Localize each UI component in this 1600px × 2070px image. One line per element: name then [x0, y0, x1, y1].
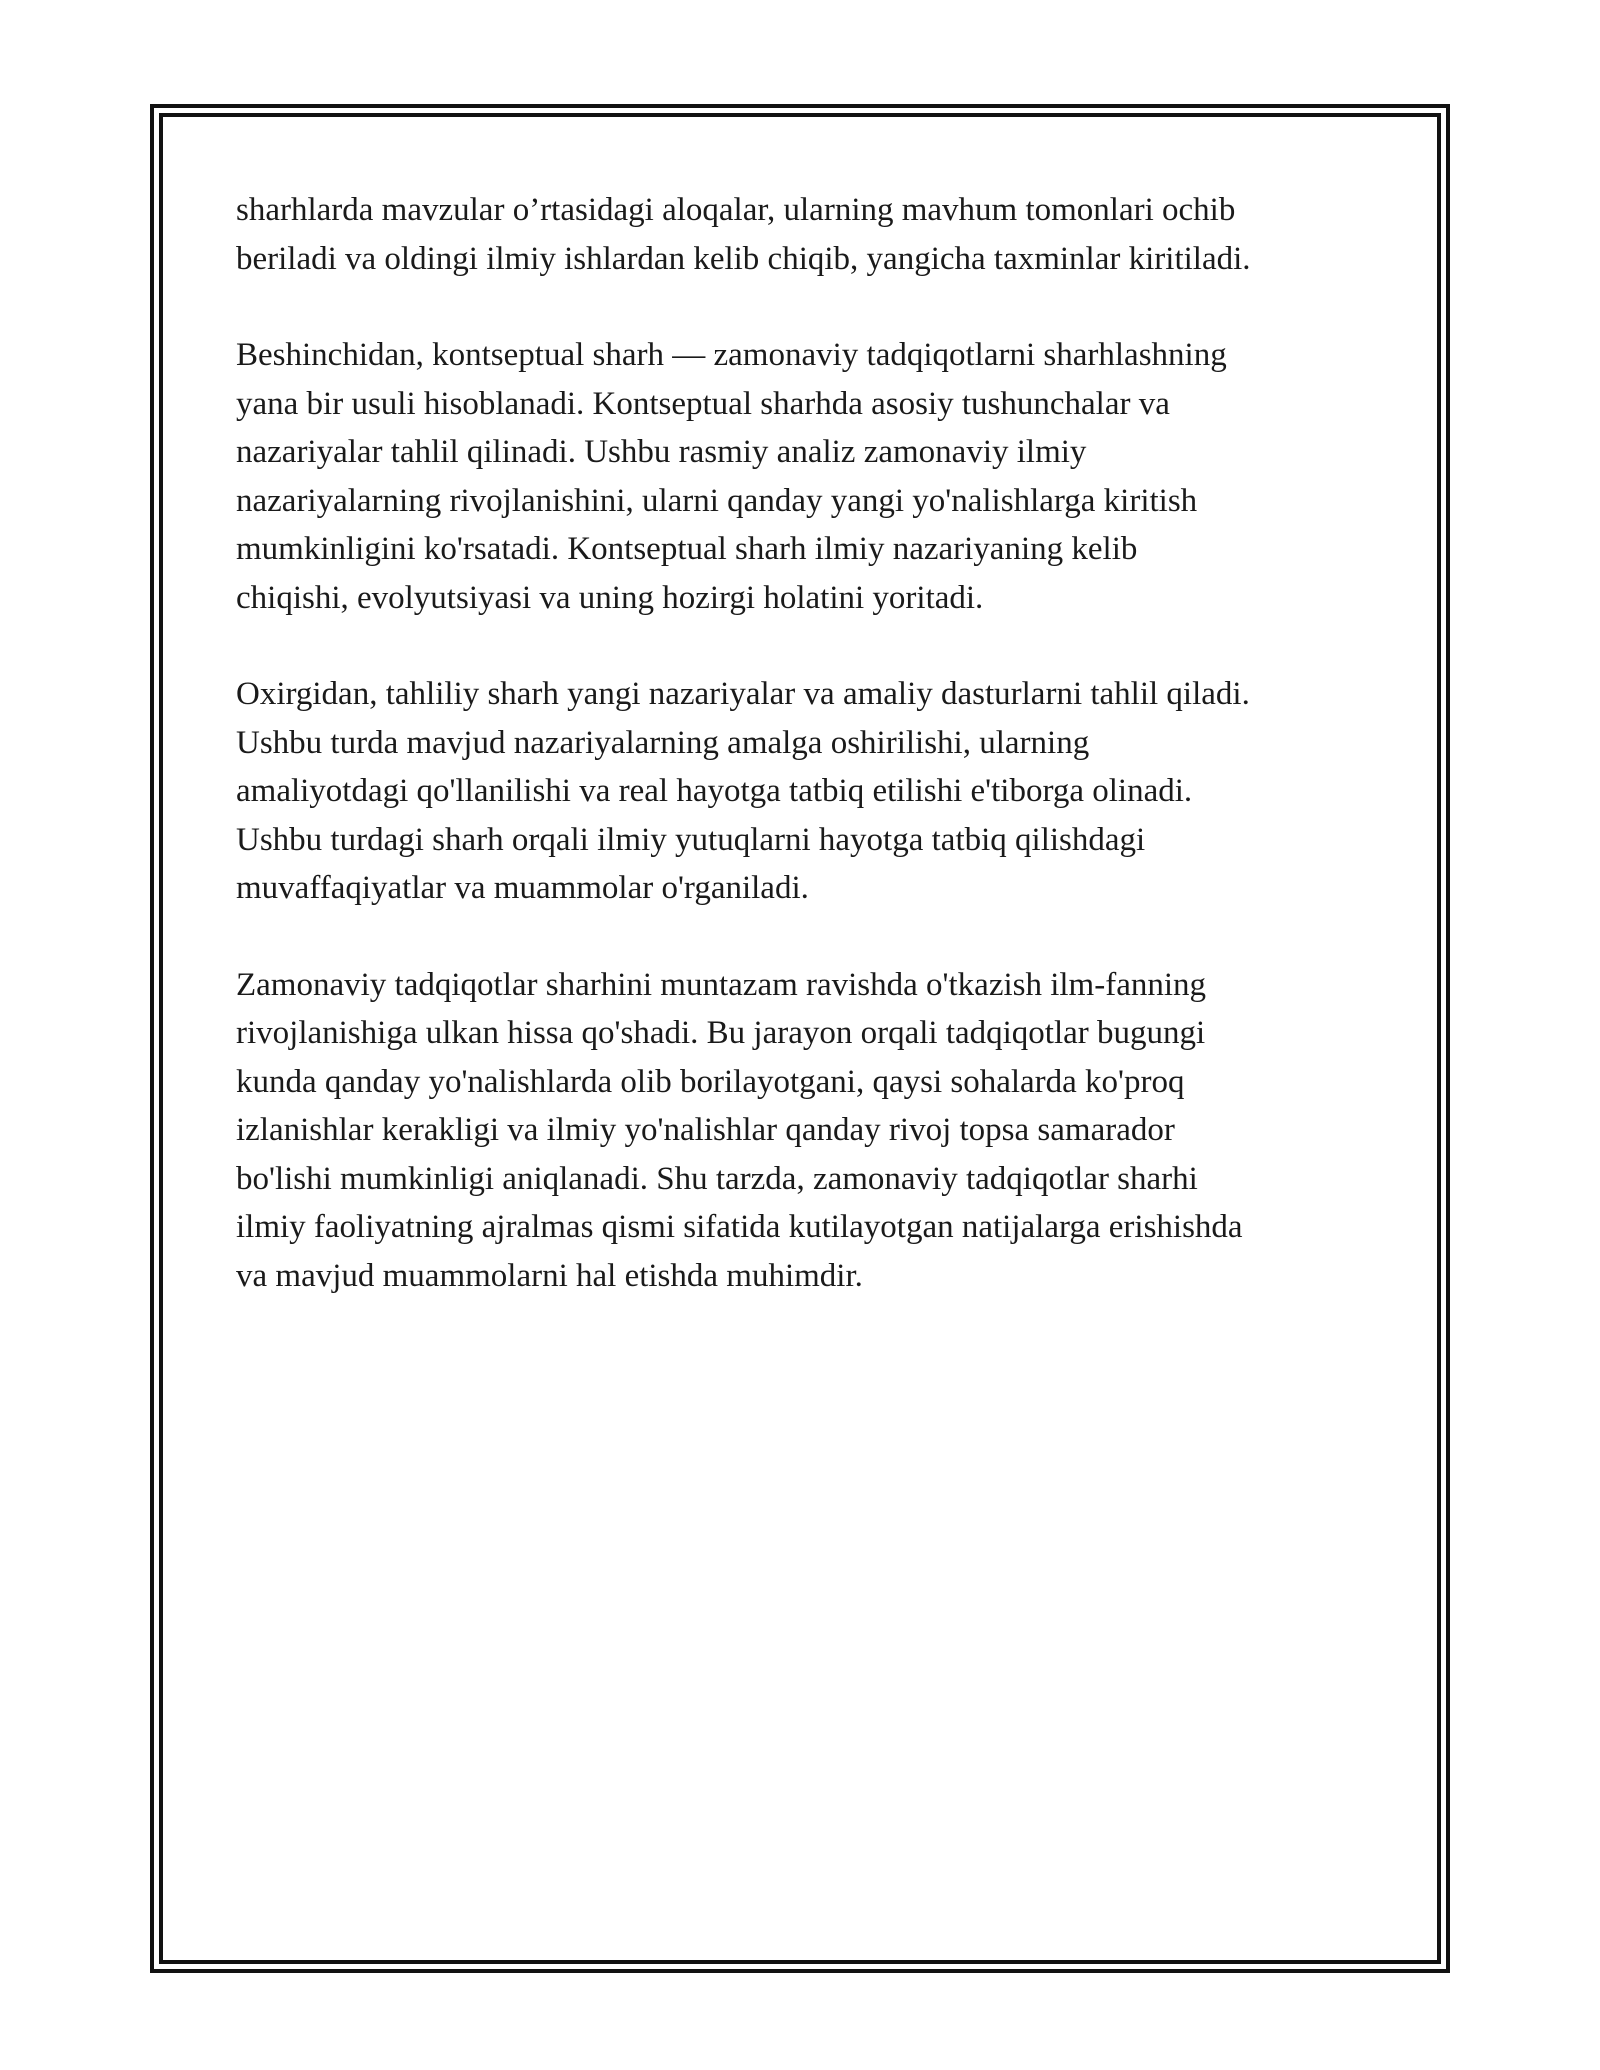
paragraph-1: sharhlarda mavzular o’rtasidagi aloqalar, ularning mavhum tomonlari ochib beriladi va oldingi ilmiy ishlardan kelib chiqib, yangicha taxminlar kiritiladi. — [236, 192, 1251, 277]
paragraph-2: Beshinchidan, kontseptual sharh — zamonaviy tadqiqotlarni sharhlashning yana bir usuli hisoblanadi. Kontseptual sharhda asosiy tushunchalar va nazariyalar tahlil qilinadi. Ushbu rasmiy analiz zamonaviy ilmiy nazariyalarning rivojlanishini, ularni qanday yangi yo'nalishlarga kiritish mumkinligini ko'rsatadi. Kontseptual sharh ilmiy nazariyaning kelib chiqishi, evolyutsiyasi va uning hozirgi holatini yoritadi. — [236, 337, 1227, 616]
document-body — [236, 186, 1396, 1348]
paragraph-3: Oxirgidan, tahliliy sharh yangi nazariyalar va amaliy dasturlarni tahlil qiladi. Ushbu turda mavjud nazariyalarning amalga oshirilishi, ularning amaliyotdagi qo'llanilishi va real hayotga tatbiq etilishi e'tiborga olinadi. Ushbu turdagi sharh orqali ilmiy yutuqlarni hayotga tatbiq qilishdagi muvaffaqiyatlar va muammolar o'rganiladi. — [236, 676, 1250, 906]
paragraph-4: Zamonaviy tadqiqotlar sharhini muntazam ravishda o'tkazish ilm-fanning rivojlanishiga ulkan hissa qo'shadi. Bu jarayon orqali tadqiqotlar bugungi kunda qanday yo'nalishlarda olib borilayotgani, qaysi sohalarda ko'proq izlanishlar kerakligi va ilmiy yo'nalishlar qanday rivoj topsa samarador bo'lishi mumkinligi aniqlanadi. Shu tarzda, zamonaviy tadqiqotlar sharhi ilmiy faoliyatning ajralmas qismi sifatida kutilayotgan natijalarga erishishda va mavjud muammolarni hal etishda muhimdir. — [236, 966, 1243, 1294]
